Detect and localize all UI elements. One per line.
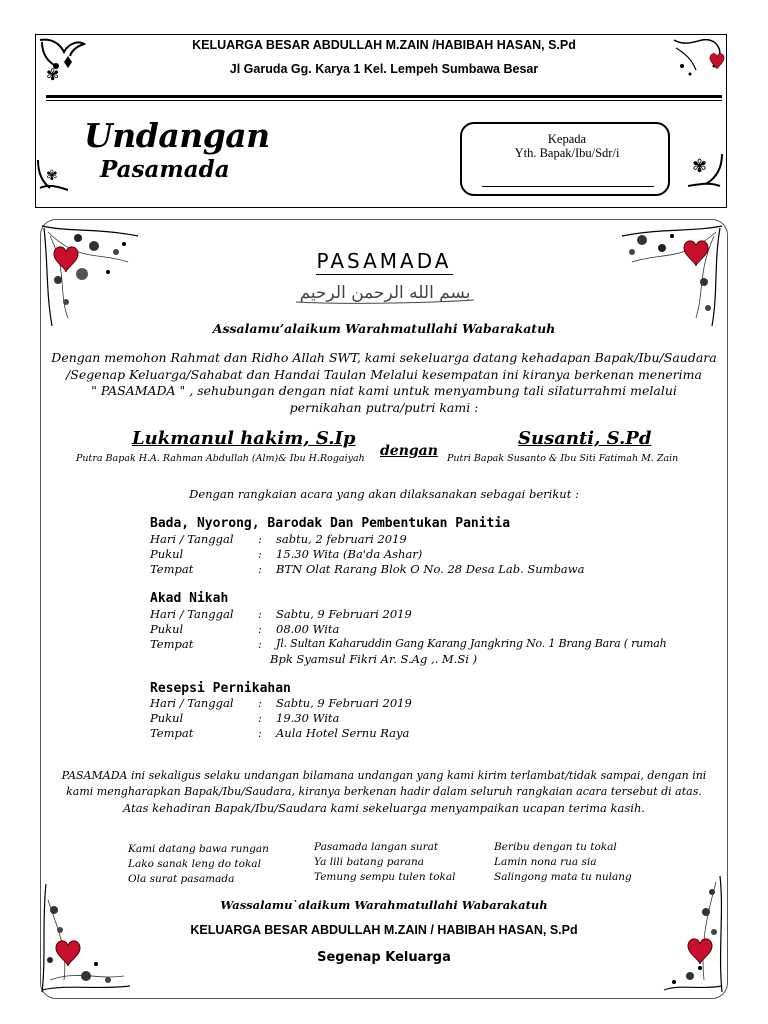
event-value: BTN Olat Rarang Blok O No. 28 Desa Lab. Sumbawa [276, 562, 585, 576]
recipient-address-box [460, 122, 670, 196]
pantun-line: Ola surat pasamada [128, 873, 235, 885]
recipient-kepada: Kepada [547, 132, 587, 146]
intro-line: Dengan memohon Rahmat dan Ridho Allah SWT, kami sekeluarga datang kehadapan Bapak/Ibu/Saudara [51, 350, 717, 365]
event-colon: : [258, 696, 262, 710]
pantun-column [314, 840, 456, 885]
intro-paragraph [0, 350, 768, 416]
intro-line: pernikahan putra/putri kami : [289, 399, 479, 415]
pantun-line: Beribu dengan tu tokal [494, 841, 617, 853]
cover-title: Undangan [84, 116, 270, 155]
flourish-bottom-right-icon [686, 150, 726, 190]
event-colon: : [258, 532, 262, 546]
pantun-line: Lako sanak leng do tokal [128, 858, 261, 870]
rangkaian-intro: Dengan rangkaian acara yang akan dilaksanakan sebagai berikut : [189, 487, 579, 501]
event-title: Resepsi Pernikahan [150, 681, 291, 696]
event-label: Pukul [150, 547, 184, 561]
svg-text:✾: ✾ [692, 156, 708, 177]
event-label: Pukul [150, 622, 184, 636]
event-colon: : [258, 547, 262, 561]
event-colon: : [258, 607, 262, 621]
pantun-line: Temung sempu tulen tokal [314, 871, 456, 883]
event-colon: : [258, 622, 262, 636]
heart-ornament-top-left-icon [38, 222, 148, 332]
event-value: Jl. Sultan Kaharuddin Gang Karang Jangkring No. 1 Brang Bara ( rumah [276, 637, 667, 650]
event-label: Hari / Tanggal [150, 532, 234, 546]
event-value: Sabtu, 9 Februari 2019 [276, 607, 412, 621]
event-value: sabtu, 2 februari 2019 [276, 532, 407, 546]
recipient-salutation: Yth. Bapak/Ibu/Sdr/i [514, 146, 620, 160]
card-title: PASAMADA [316, 249, 452, 273]
pantun-line: Salingong mata tu nulang [494, 871, 632, 883]
flourish-bottom-left-icon [36, 158, 72, 192]
closing-line: PASAMADA ini sekaligus selaku undangan bilamana undangan yang kami kirim terlambat/tidak sampai, dengan ini [61, 769, 707, 782]
event-colon: : [258, 711, 262, 725]
closing-line: kami mengharapkan Bapak/Ibu/Saudara, kiranya berkenan hadir dalam seluruh rangkaian acara tersebut di atas. [66, 785, 702, 798]
groom-parents: Putra Bapak H.A. Rahman Abdullah (Alm)& Ibu H.Rogaiyah [76, 453, 365, 464]
closing-salam: Wassalamu`alaikum Warahmatullahi Wabarakatuh [220, 898, 548, 912]
recipient-name-line [482, 186, 654, 187]
header-address: Jl Garuda Gg. Karya 1 Kel. Lempeh Sumbawa Besar [229, 62, 539, 76]
event-value: Sabtu, 9 Februari 2019 [276, 696, 412, 710]
pantun-line: Lamin nona rua sia [494, 856, 597, 868]
card-title-underline [316, 274, 453, 275]
event-label: Pukul [150, 711, 184, 725]
event-title: Akad Nikah [150, 591, 229, 606]
pantun-column [128, 842, 269, 887]
closing-line: Atas kehadiran Bapak/Ibu/Saudara kami sekeluarga menyampaikan ucapan terima kasih. [122, 801, 646, 815]
segenap-keluarga: Segenap Keluarga [317, 950, 451, 965]
event-colon: : [258, 562, 262, 576]
pantun-column [494, 840, 632, 885]
header-family-name: KELUARGA BESAR ABDULLAH M.ZAIN /HABIBAH HASAN, S.Pd [192, 38, 576, 52]
svg-text:✾: ✾ [46, 65, 60, 84]
pantun-line: Kami datang bawa rungan [128, 843, 269, 855]
header-divider-thin [46, 100, 722, 101]
svg-text:✾: ✾ [46, 168, 58, 184]
event-value: 08.00 Wita [276, 622, 340, 636]
header-divider-thick [46, 95, 722, 98]
intro-line: " PASAMADA " , sehubungan dengan niat kami untuk menyambung tali silaturrahmi melalui [91, 383, 677, 398]
bismillah-text: بسم الله الرحمن الرحيم [299, 283, 471, 303]
event-value: 15.30 Wita (Ba'da Ashar) [276, 547, 423, 561]
bismillah-calligraphy [290, 278, 480, 312]
opening-salam: Assalamu’alaikum Warahmatullahi Wabarakatuh [212, 321, 556, 336]
event-value: Aula Hotel Sernu Raya [276, 726, 410, 740]
flourish-heart-top-right-icon [670, 36, 724, 80]
bride-parents: Putri Bapak Susanto & Ibu Siti Fatimah M. Zain [447, 453, 679, 464]
groom-name: Lukmanul hakim, S.Ip [132, 428, 356, 449]
cover-subtitle: Pasamada [100, 156, 230, 183]
event-colon: : [258, 726, 262, 740]
flourish-top-left-icon [38, 36, 88, 84]
event-colon: : [258, 637, 262, 651]
event-title: Bada, Nyorong, Barodak Dan Pembentukan Panitia [150, 516, 511, 531]
pantun-line: Pasamada langan surat [314, 841, 439, 853]
bride-name: Susanti, S.Pd [518, 428, 652, 449]
event-value: 19.30 Wita [276, 711, 340, 725]
event-label: Hari / Tanggal [150, 696, 234, 710]
event-label: Tempat [150, 562, 194, 576]
pantun-line: Ya lili batang parana [314, 856, 425, 868]
event-label: Tempat [150, 637, 194, 651]
closing-paragraph [0, 768, 768, 816]
event-label: Tempat [150, 726, 194, 740]
event-value-continuation: Bpk Syamsul Fikri Ar. S.Ag ,. M.Si ) [270, 652, 478, 666]
connector-dengan: dengan [380, 443, 438, 459]
footer-family-name: KELUARGA BESAR ABDULLAH M.ZAIN / HABIBAH HASAN, S.Pd [190, 923, 578, 937]
heart-ornament-top-right-icon [612, 222, 726, 332]
event-label: Hari / Tanggal [150, 607, 234, 621]
intro-line: /Segenap Keluarga/Sahabat dan Handai Taulan Melalui kesempatan ini kiranya berkenan menerima [66, 366, 702, 382]
